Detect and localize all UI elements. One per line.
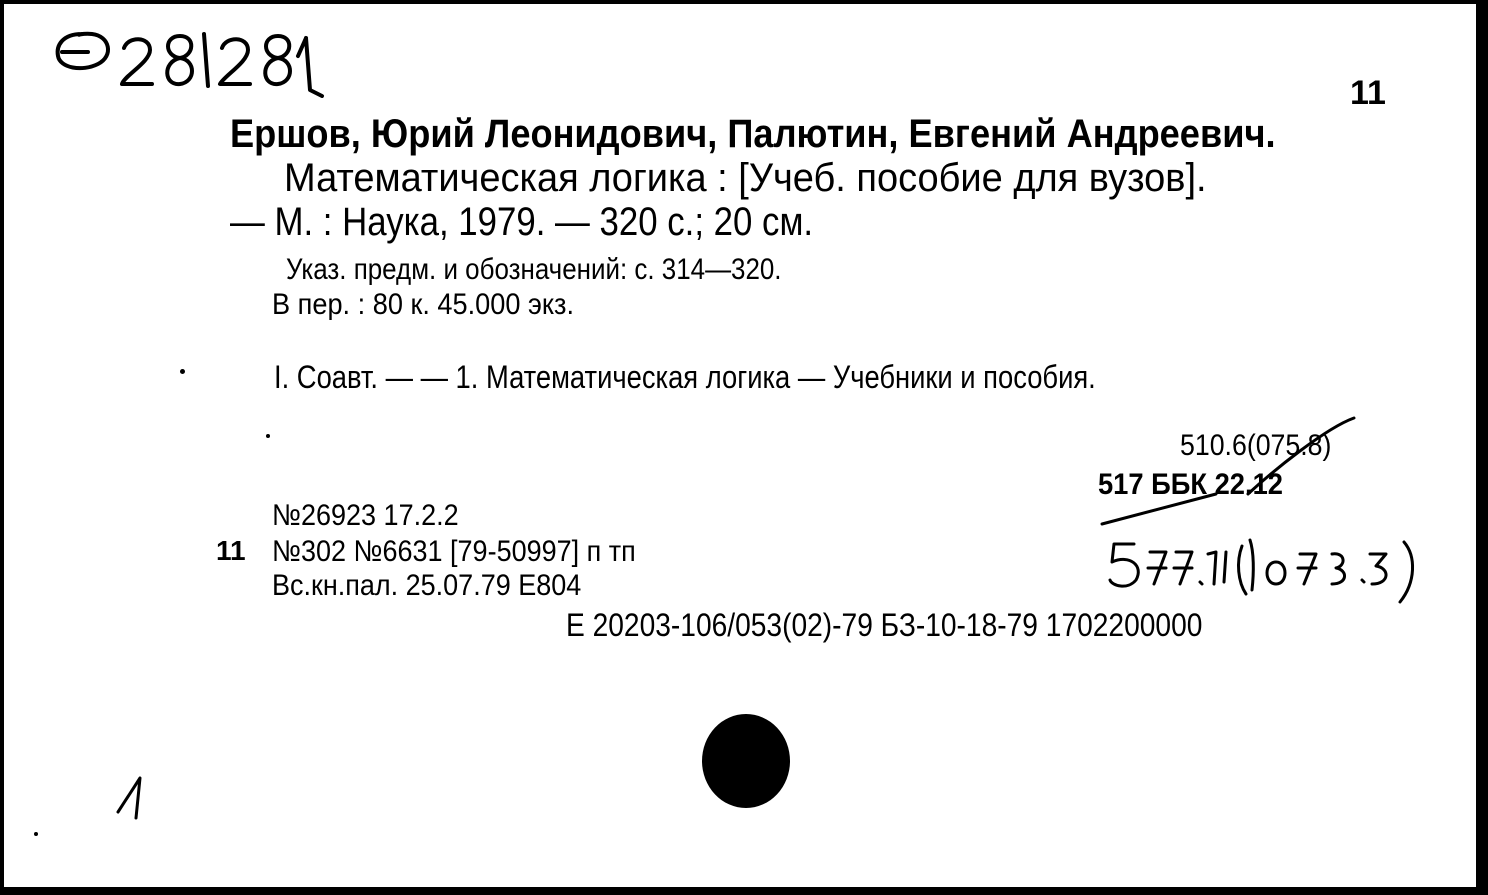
handwritten-page-mark (112, 772, 152, 822)
speck (180, 369, 185, 374)
publication-line: — М. : Наука, 1979. — 320 с.; 20 см. (230, 200, 814, 244)
tracings-line: I. Соавт. — — 1. Математическая логика — Учебники и пособия. (274, 359, 1096, 395)
binding-price: В пер. : 80 к. 45.000 экз. (272, 288, 575, 321)
scan-border (0, 887, 1488, 895)
bbk-code: 517 ББК 22.12 (1098, 468, 1283, 501)
handwritten-classification (1100, 532, 1430, 612)
rod-hole (702, 714, 790, 808)
speck (34, 832, 38, 836)
index-note: Указ. предм. и обозначений: с. 314—320. (286, 253, 782, 286)
title-line: Математическая логика : [Учеб. пособие для вузов]. (284, 156, 1207, 200)
order-line: №302 №6631 [79-50997] п тп (272, 535, 636, 568)
card-number: 11 (1350, 74, 1386, 112)
authors-heading: Ершов, Юрий Леонидович, Палютин, Евгений Андреевич. (230, 112, 1276, 156)
record-number: №26923 17.2.2 (272, 499, 459, 532)
speck (266, 434, 270, 438)
palace-line: Вс.кн.пал. 25.07.79 Е804 (272, 569, 582, 602)
catalog-code: Е 20203-106/053(02)-79 БЗ-10-18-79 1702200000 (566, 607, 1203, 643)
scan-border (1476, 0, 1488, 895)
handwritten-inventory-number (52, 26, 342, 98)
catalog-card (4, 4, 1476, 887)
udc-code: 510.6(075.8) (1180, 429, 1332, 462)
copies-count: 11 (216, 535, 246, 566)
strike-mark (1096, 412, 1366, 532)
